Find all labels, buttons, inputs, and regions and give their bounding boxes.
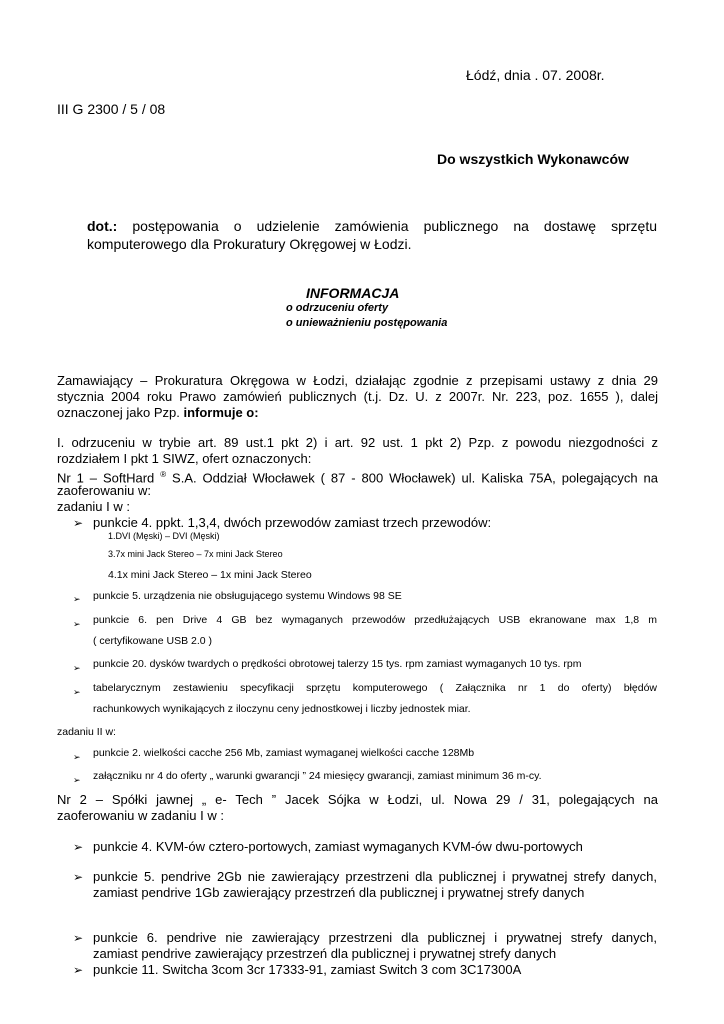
arrow-bullet-icon: ➢ — [73, 663, 81, 673]
offer-nr2-line-2: zaoferowaniu w zadaniu I w : — [57, 808, 224, 823]
nr2-bullet-4: punkcie 11. Switcha 3com 3cr 17333-91, zamiast Switch 3 com 3C17300A — [93, 962, 522, 977]
arrow-bullet-icon: ➢ — [73, 870, 84, 884]
title-subline-1: o odrzuceniu oferty — [286, 302, 389, 314]
arrow-bullet-icon: ➢ — [73, 516, 84, 530]
s1-bullet-2: punkcie 5. urządzenia nie obsługującego systemu Windows 98 SE — [93, 590, 402, 602]
s1-bullet-3-line-1: punkcie 6. pen Drive 4 GB bez wymaganych przewodów przedłużających USB ekranowane max 1,8 m — [93, 614, 657, 626]
arrow-bullet-icon: ➢ — [73, 619, 81, 629]
intro-line-3 — [57, 405, 259, 421]
arrow-bullet-icon: ➢ — [73, 963, 84, 977]
arrow-bullet-icon: ➢ — [73, 931, 84, 945]
s1-bullet-6: punkcie 2. wielkości cacche 256 Mb, zamiast wymaganej wielkości cacche 128Mb — [93, 747, 475, 759]
intro-line-2: stycznia 2004 roku Prawo zamówień publicznych (t.j. Dz. U. z 2007r. Nr. 223, poz. 1655 ), dalej — [57, 389, 658, 404]
intro-line-1: Zamawiający – Prokuratura Okręgowa w Łodzi, działając zgodnie z przepisami ustawy z dnia 29 — [57, 373, 658, 388]
s1-bullet-4: punkcie 20. dysków twardych o prędkości obrotowej talerzy 15 tys. rpm zamiast wymaganych 10 tys. rpm — [93, 658, 582, 670]
s1-subitem-3: 3.7x mini Jack Stereo – 7x mini Jack Stereo — [108, 549, 283, 559]
arrow-bullet-icon: ➢ — [73, 594, 81, 604]
intro-line-3-text: oznaczonej jako Pzp. — [57, 405, 184, 420]
section1-line-2: rozdziałem I pkt 1 SIWZ, ofert oznaczonych: — [57, 451, 312, 466]
offer-nr1-text-a: Nr 1 – SoftHard — [57, 470, 161, 486]
s1-subitem-4: 4.1x mini Jack Stereo – 1x mini Jack Stereo — [108, 569, 312, 581]
reference-number: III G 2300 / 5 / 08 — [57, 101, 166, 117]
nr2-bullet-2-line-2: zamiast pendrive 1Gb zawierający przestrzeń dla publicznej i prywatnej strefy danych — [93, 885, 585, 900]
nr2-bullet-1: punkcie 4. KVM-ów cztero-portowych, zamiast wymaganych KVM-ów dwu-portowych — [93, 839, 583, 854]
s1-bullet-3-line-2: ( certyfikowane USB 2.0 ) — [93, 635, 213, 647]
s1-bullet-5-line-1: tabelarycznym zestawieniu specyfikacji sprzętu komputerowego ( Załącznika nr 1 do oferty) błędów — [93, 682, 657, 694]
s1-bullet-5-line-2: rachunkowych wynikających z iloczynu ceny jednostkowej i liczby jednostek miar. — [93, 703, 471, 715]
registered-mark: ® — [160, 470, 167, 479]
subject-line-1 — [87, 218, 657, 235]
task1-label: zadaniu I w : — [57, 499, 130, 514]
arrow-bullet-icon: ➢ — [73, 687, 81, 697]
nr2-bullet-2-line-1: punkcie 5. pendrive 2Gb nie zawierający przestrzeni dla publicznej i prywatnej strefy danych, — [93, 869, 657, 884]
title-subline-2: o unieważnieniu postępowania — [286, 317, 448, 329]
arrow-bullet-icon: ➢ — [73, 775, 81, 785]
section1-line-1: I. odrzuceniu w trybie art. 89 ust.1 pkt 2) i art. 92 ust. 1 pkt 2) Pzp. z powodu niezgodności z — [57, 435, 658, 450]
nr2-bullet-3-line-2: zamiast pendrive zawierający przestrzeń dla publicznej i prywatnej strefy danych — [93, 946, 557, 961]
place-date: Łódź, dnia . 07. 2008r. — [466, 67, 605, 83]
nr2-bullet-3-line-1: punkcie 6. pendrive nie zawierający przestrzeni dla publicznej i prywatnej strefy danych, — [93, 930, 657, 945]
s1-subitem-1: 1.DVI (Męski) – DVI (Męski) — [108, 531, 220, 541]
s1-bullet-1: punkcie 4. ppkt. 1,3,4, dwóch przewodów zamiast trzech przewodów: — [93, 515, 492, 530]
offer-nr1-text-b: S.A. Oddział Włocławek ( 87 - 800 Włocławek) ul. Kaliska 75A, polegających na — [166, 470, 658, 486]
arrow-bullet-icon: ➢ — [73, 752, 81, 762]
subject-line-2: komputerowego dla Prokuratury Okręgowej w Łodzi. — [87, 236, 412, 252]
arrow-bullet-icon: ➢ — [73, 840, 84, 854]
addressee: Do wszystkich Wykonawców — [437, 151, 629, 167]
subject-text: postępowania o udzielenie zamówienia publicznego na dostawę sprzętu — [117, 218, 657, 234]
task2-label: zadaniu II w: — [57, 726, 116, 738]
section1-line-4: zaoferowaniu w: — [57, 483, 151, 498]
document-title: INFORMACJA — [306, 285, 400, 301]
subject-label: dot.: — [87, 218, 118, 234]
intro-informs: informuje o: — [183, 405, 259, 420]
s1-bullet-7: załączniku nr 4 do oferty „ warunki gwarancji ” 24 miesięcy gwarancji, zamiast minimum 36 m-cy. — [93, 770, 542, 782]
offer-nr2-line-1: Nr 2 – Spółki jawnej „ e- Tech ” Jacek Sójka w Łodzi, ul. Nowa 29 / 31, polegających na — [57, 792, 658, 807]
